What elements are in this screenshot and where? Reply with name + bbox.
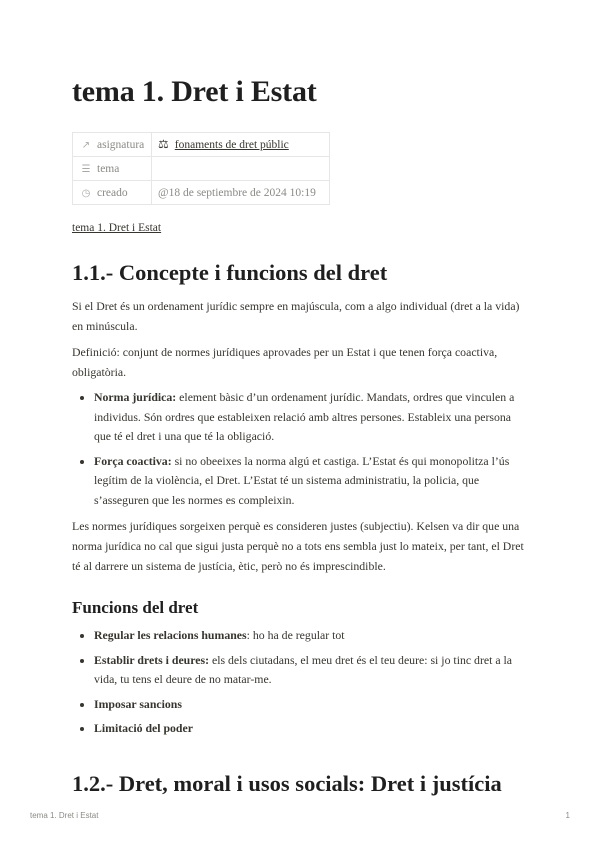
list-item-term: Regular les relacions humanes	[94, 628, 247, 642]
list-icon: ☰	[81, 163, 91, 175]
clock-icon: ◷	[81, 187, 91, 199]
property-value[interactable]	[152, 157, 330, 181]
list-item	[94, 719, 528, 739]
paragraph: Les normes jurídiques sorgeixen perquè es consideren justes (subjectiu). Kelsen va dir que una norma jurídica no cal que sigui justa perquè no a tots ens sembla just lo mateix, per tant, el Dret té al darrere un sistema de justícia, ètic, però no és imprescindible.	[72, 519, 524, 573]
list-item	[94, 626, 528, 646]
property-row-tema	[73, 157, 330, 181]
property-value: @18 de septiembre de 2024 10:19	[152, 181, 330, 205]
list-item-term: Imposar sancions	[94, 696, 182, 711]
list-item-term: Limitació del poder	[94, 721, 193, 735]
bullet-list	[72, 626, 528, 739]
property-value[interactable]	[152, 133, 330, 157]
property-row-asignatura	[73, 133, 330, 157]
relation-link[interactable]: fonaments de dret públic	[174, 139, 289, 151]
properties-table	[72, 132, 330, 205]
list-item-text: : ho ha de regular tot	[246, 628, 345, 642]
list-item-text: si no obeeixes la norma algú et castiga. L’Estat és qui monopolitza l’ús legítim de la violència, el Dret. L’Estat té un sistema administratiu, la policia, que s’asseguren que les normes es compleixin.	[94, 453, 510, 507]
footer-title: tema 1. Dret i Estat	[30, 811, 99, 820]
list-item-term: Força coactiva:	[94, 453, 172, 468]
property-row-creado	[73, 181, 330, 205]
section-heading: 1.1.- Concepte i funcions del dret	[72, 260, 388, 285]
list-item	[94, 695, 528, 715]
list-item-term: Establir drets i deures:	[94, 652, 210, 667]
list-item	[94, 651, 528, 690]
page-content	[72, 258, 528, 807]
property-key: ☰ tema	[73, 157, 152, 181]
list-item-text: element bàsic d’un ordenament jurídic. Mandats, ordres que vinculen a individus. Són ordres que estableixen relació amb altres persones. Estableix una persona que té el dret i una que té la obligació.	[94, 390, 515, 443]
toc-link[interactable]: tema 1. Dret i Estat	[72, 222, 162, 234]
property-key: ◷ creado	[73, 181, 152, 205]
list-item-text: els dels ciutadans, el meu dret és el teu deure: si jo tinc dret a la vida, tu tens el deure de no matar-me.	[94, 652, 513, 686]
section-heading: 1.2.- Dret, moral i usos socials: Dret i justícia	[72, 770, 502, 796]
list-item	[94, 452, 528, 511]
list-item-term: Norma jurídica:	[94, 390, 177, 404]
paragraph: Si el Dret és un ordenament jurídic sempre en majúscula, com a algo individual (dret a la vida) en minúscula.	[72, 299, 520, 333]
page-title: tema 1. Dret i Estat	[72, 75, 317, 108]
scales-icon: ⚖	[158, 137, 169, 151]
paragraph: Definició: conjunt de normes jurídiques aprovades per un Estat i que tenen força coactiva, obligatòria.	[72, 345, 498, 379]
page-number: 1	[565, 811, 570, 820]
bullet-list	[72, 388, 528, 510]
list-item	[94, 388, 528, 447]
arrow-up-right-icon: ↗	[81, 139, 91, 151]
property-key: ↗ asignatura	[73, 133, 152, 157]
subsection-heading: Funcions del dret	[72, 598, 199, 617]
